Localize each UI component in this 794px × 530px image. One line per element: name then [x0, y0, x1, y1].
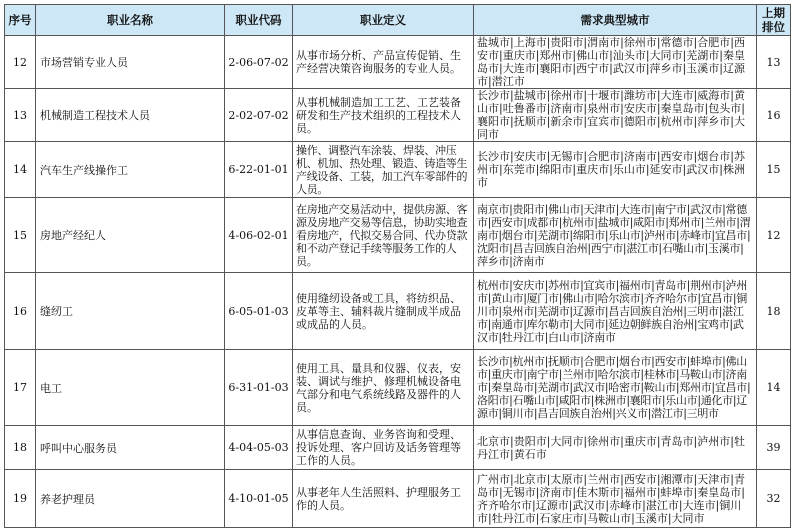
previous-rank: 39 [757, 426, 791, 470]
typical-cities: 杭州市|安庆市|苏州市|宜宾市|福州市|青岛市|荆州市|泸州市|黄山市|厦门市|佛山市|哈尔滨市|齐齐哈尔市|宜昌市|铜川市|泉州市|芜湖市|辽源市|昌吉回族自治州|三明市|湛江市|南通市|库尔勒市|大同市|延边朝鲜族自治州|宝鸡市|武汉市|牡丹江市|白山市|济南市 [474, 273, 757, 350]
row-number: 19 [5, 470, 36, 528]
occupation-table-container [4, 4, 790, 528]
typical-cities: 盐城市|上海市|贵阳市|渭南市|徐州市|常德市|合肥市|西安市|重庆市|郑州市|佛山市|汕头市|大同市|芜湖市|秦皇岛市|大连市|襄阳市|西宁市|武汉市|萍乡市|玉溪市|辽源市|潜江市 [474, 36, 757, 89]
typical-cities: 长沙市|安庆市|无锡市|合肥市|济南市|西安市|烟台市|苏州市|东莞市|绵阳市|重庆市|乐山市|延安市|武汉市|株洲市 [474, 142, 757, 198]
previous-rank: 18 [757, 273, 791, 350]
occupation-code: 2-06-07-02 [225, 36, 293, 89]
table-row [5, 89, 791, 142]
row-number: 16 [5, 273, 36, 350]
occupation-definition: 在房地产交易活动中，提供房源、客源及房地产交易等信息，协助实地查看房地产，代拟交易合同、代办贷款和不动产登记手续等服务工作的人员。 [293, 198, 474, 273]
occupation-name: 机械制造工程技术人员 [36, 89, 225, 142]
table-row [5, 36, 791, 89]
table-row [5, 426, 791, 470]
occupation-name: 呼叫中心服务员 [36, 426, 225, 470]
header-occupation-definition: 职业定义 [293, 5, 474, 36]
typical-cities: 长沙市|盐城市|徐州市|十堰市|潍坊市|大连市|威海市|黄山市|吐鲁番市|济南市|泉州市|安庆市|秦皇岛市|包头市|襄阳市|抚顺市|新余市|宜宾市|德阳市|杭州市|萍乡市|大同市 [474, 89, 757, 142]
occupation-name: 养老护理员 [36, 470, 225, 528]
occupation-definition: 从事信息查询、业务咨询和受理、投诉处理、客户回访及话务管理等工作的人员。 [293, 426, 474, 470]
header-previous-rank: 上期排位 [757, 5, 791, 36]
table-row [5, 350, 791, 426]
occupation-code: 2-02-07-02 [225, 89, 293, 142]
occupation-definition: 使用工具、量具和仪器、仪表，安装、调试与维护、修理机械设备电气部分和电气系统线路及器件的人员。 [293, 350, 474, 426]
typical-cities: 南京市|贵阳市|佛山市|天津市|大连市|南宁市|武汉市|常德市|西安市|成都市|杭州市|盐城市|咸阳市|郑州市|兰州市|渭南市|烟台市|芜湖市|绵阳市|乐山市|泸州市|赤峰市|宜昌市|沈阳市|昌吉回族自治州|西宁市|湛江市|石嘴山市|玉溪市|萍乡市|济南市 [474, 198, 757, 273]
table-row [5, 273, 791, 350]
occupation-name: 缝纫工 [36, 273, 225, 350]
previous-rank: 32 [757, 470, 791, 528]
occupation-definition: 操作、调整汽车涂装、焊装、冲压机、机加、热处理、锻造、铸造等生产线设备、工装，加工汽车零部件的人员。 [293, 142, 474, 198]
occupation-definition: 从事老年人生活照料、护理服务工作的人员。 [293, 470, 474, 528]
header-typical-cities: 需求典型城市 [474, 5, 757, 36]
typical-cities: 北京市|贵阳市|大同市|徐州市|重庆市|青岛市|泸州市|牡丹江市|黄石市 [474, 426, 757, 470]
occupation-definition: 从事机械制造加工工艺、工艺装备研发和生产技术组织的工程技术人员。 [293, 89, 474, 142]
table-header-row [5, 5, 791, 36]
typical-cities: 广州市|北京市|太原市|兰州市|西安市|湘潭市|天津市|青岛市|无锡市|济南市|佳木斯市|福州市|蚌埠市|秦皇岛市|齐齐哈尔市|辽源市|武汉市|赤峰市|湛江市|大连市|铜川市|牡丹江市|石家庄市|马鞍山市|玉溪市|大同市 [474, 470, 757, 528]
table-row [5, 470, 791, 528]
occupation-code: 4-10-01-05 [225, 470, 293, 528]
occupation-code: 4-06-02-01 [225, 198, 293, 273]
row-number: 14 [5, 142, 36, 198]
occupation-name: 汽车生产线操作工 [36, 142, 225, 198]
row-number: 13 [5, 89, 36, 142]
occupation-code: 6-05-01-03 [225, 273, 293, 350]
header-occupation-name: 职业名称 [36, 5, 225, 36]
occupation-name: 电工 [36, 350, 225, 426]
previous-rank: 16 [757, 89, 791, 142]
table-row [5, 198, 791, 273]
occupation-code: 6-22-01-01 [225, 142, 293, 198]
occupation-demand-table [4, 4, 791, 528]
typical-cities: 长沙市|杭州市|抚顺市|合肥市|烟台市|西安市|蚌埠市|佛山市|重庆市|南宁市|兰州市|哈尔滨市|桂林市|马鞍山市|济南市|秦皇岛市|芜湖市|武汉市|哈密市|鞍山市|郑州市|宜昌市|洛阳市|石嘴山市|咸阳市|株洲市|襄阳市|乐山市|通化市|辽源市|铜川市|昌吉回族自治州|兴义市|潜江市|三明市 [474, 350, 757, 426]
previous-rank: 13 [757, 36, 791, 89]
occupation-definition: 使用缝纫设备或工具，将纺织品、皮革等主、辅料裁片缝制成半成品或成品的人员。 [293, 273, 474, 350]
previous-rank: 14 [757, 350, 791, 426]
occupation-code: 6-31-01-03 [225, 350, 293, 426]
occupation-definition: 从事市场分析、产品宣传促销、生产经营决策咨询服务的专业人员。 [293, 36, 474, 89]
row-number: 12 [5, 36, 36, 89]
previous-rank: 12 [757, 198, 791, 273]
row-number: 17 [5, 350, 36, 426]
header-occupation-code: 职业代码 [225, 5, 293, 36]
occupation-name: 房地产经纪人 [36, 198, 225, 273]
table-row [5, 142, 791, 198]
header-number: 序号 [5, 5, 36, 36]
occupation-name: 市场营销专业人员 [36, 36, 225, 89]
occupation-code: 4-04-05-03 [225, 426, 293, 470]
previous-rank: 15 [757, 142, 791, 198]
row-number: 18 [5, 426, 36, 470]
row-number: 15 [5, 198, 36, 273]
